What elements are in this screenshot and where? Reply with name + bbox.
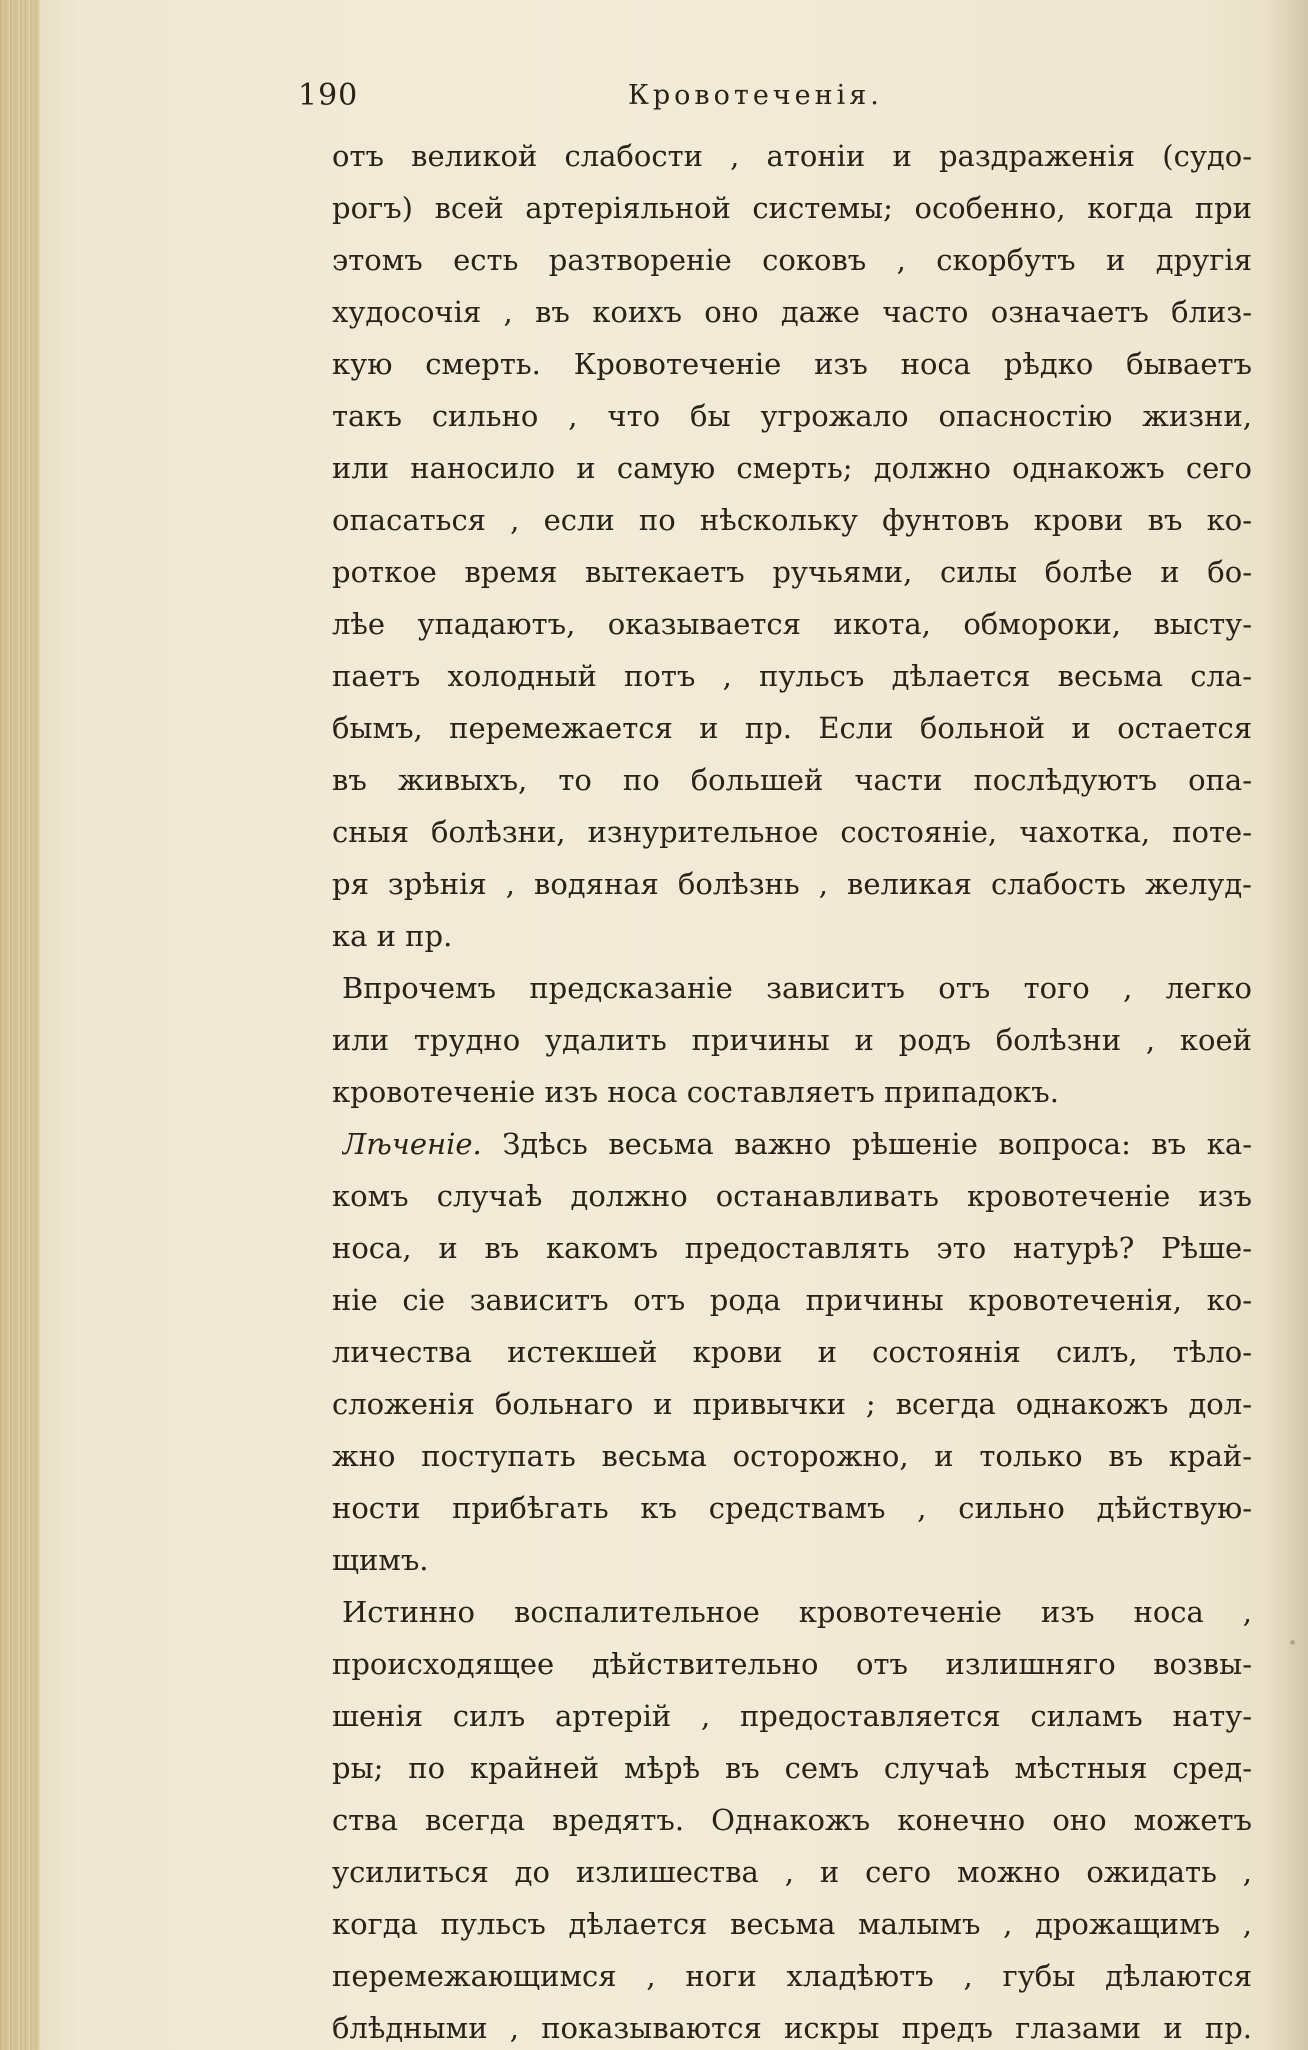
text-line-content: комъ случаѣ должно останавливать кровотеченіе изъ (332, 1179, 1252, 1213)
text-line-content: кую смерть. Кровотеченіе изъ носа рѣдко бываетъ (332, 347, 1252, 381)
ink-speck (1290, 1640, 1295, 1645)
text-line-content: худосочія , въ коихъ оно даже часто означаетъ близ- (332, 295, 1252, 329)
text-line-content: рогъ) всей артеріяльной системы; особенно, когда при (332, 191, 1252, 225)
text-line-content: носа, и въ какомъ предоставлять это натурѣ? Рѣше- (332, 1231, 1252, 1265)
text-line-content: опасаться , если по нѣскольку фунтовъ крови въ ко- (332, 503, 1252, 537)
text-line (332, 442, 1252, 494)
text-line-content: шенія силъ артерій , предоставляется силамъ нату- (332, 1699, 1252, 1733)
text-line (332, 494, 1252, 546)
text-line-content: усилиться до излишества , и сего можно ожидать , (332, 1855, 1252, 1889)
text-line-content: блѣдными , показываются искры предъ глазами и пр. (332, 2011, 1252, 2045)
text-line (332, 286, 1252, 338)
text-line (332, 1794, 1252, 1846)
text-line (332, 1222, 1252, 1274)
text-line-content: или наносило и самую смерть; должно однакожъ сего (332, 451, 1252, 485)
text-line (332, 1690, 1252, 1742)
text-line (332, 806, 1252, 858)
text-line-content: или трудно удалить причины и родъ болѣзни , коей (332, 1023, 1252, 1057)
text-line-content: кровотеченіе изъ носа составляетъ припадокъ. (332, 1075, 1059, 1109)
text-line-content: сложенія больнаго и привычки ; всегда однакожъ дол- (332, 1387, 1252, 1421)
text-line (342, 1586, 1252, 1638)
text-line (342, 1118, 1252, 1170)
page-header (298, 78, 1248, 128)
page-edge-shadow (1268, 0, 1308, 2050)
text-line-rest: Здѣсь весьма важно рѣшеніе вопроса: въ ка- (481, 1127, 1252, 1161)
text-line (332, 182, 1252, 234)
text-line (332, 1950, 1252, 2002)
text-line (332, 1014, 1252, 1066)
text-line (332, 338, 1252, 390)
text-line-content: такъ сильно , что бы угрожало опасностію жизни, (332, 399, 1252, 433)
text-line (332, 858, 1252, 910)
text-line-content: ры; по крайней мѣрѣ въ семъ случаѣ мѣстныя сред- (332, 1751, 1252, 1785)
text-line (332, 1170, 1252, 1222)
text-line (332, 130, 1252, 182)
text-line (332, 754, 1252, 806)
text-line-content: Истинно воспалительное кровотеченіе изъ носа , (342, 1595, 1252, 1629)
text-line-content: этомъ есть разтвореніе соковъ , скорбутъ и другія (332, 243, 1252, 277)
text-line-content: личества истекшей крови и состоянія силъ, тѣло- (332, 1335, 1252, 1369)
text-line-content: когда пульсъ дѣлается весьма малымъ , дрожащимъ , (332, 1907, 1252, 1941)
text-line-content: сныя болѣзни, изнурительное состояніе, чахотка, поте- (332, 815, 1252, 849)
text-line (332, 1482, 1252, 1534)
text-line (332, 1846, 1252, 1898)
text-line (332, 650, 1252, 702)
text-line-content: паетъ холодный потъ , пульсъ дѣлается весьма сла- (332, 659, 1252, 693)
text-line (332, 1898, 1252, 1950)
text-line-content: ніе сіе зависитъ отъ рода причины кровотеченія, ко- (332, 1283, 1252, 1317)
ink-speck (1225, 520, 1229, 524)
text-line (332, 546, 1252, 598)
text-line-content: ства всегда вредятъ. Однакожъ конечно оно можетъ (332, 1803, 1252, 1837)
page-body-text (332, 130, 1252, 2050)
text-line-content: ности прибѣгать къ средствамъ , сильно дѣйствую- (332, 1491, 1252, 1525)
text-line (332, 702, 1252, 754)
running-title: Кровотеченія. (628, 80, 883, 111)
text-line (332, 1638, 1252, 1690)
text-line (332, 1378, 1252, 1430)
text-line (332, 234, 1252, 286)
text-line (332, 598, 1252, 650)
text-line-content: роткое время вытекаетъ ручьями, силы болѣе и бо- (332, 555, 1252, 589)
text-line-content: ка и пр. (332, 919, 453, 953)
text-line-content: перемежающимся , ноги хладѣютъ , губы дѣлаются (332, 1959, 1252, 1993)
text-line (332, 390, 1252, 442)
text-line (332, 1430, 1252, 1482)
text-line-content: Впрочемъ предсказаніе зависитъ отъ того , легко (342, 971, 1252, 1005)
page-number: 190 (298, 78, 359, 113)
text-line (332, 910, 1252, 962)
text-line-content: жно поступать весьма осторожно, и только въ край- (332, 1439, 1252, 1473)
page-binding-edge (0, 0, 40, 2050)
text-line-content: ря зрѣнія , водяная болѣзнь , великая слабость желуд- (332, 867, 1252, 901)
text-line (332, 1274, 1252, 1326)
text-line-content: бымъ, перемежается и пр. Если больной и остается (332, 711, 1252, 745)
text-line-content: въ живыхъ, то по большей части послѣдуютъ опа- (332, 763, 1252, 797)
text-line (332, 2002, 1252, 2050)
italic-heading: Лѣченіе. (342, 1127, 482, 1161)
text-line (342, 962, 1252, 1014)
text-line (332, 1066, 1252, 1118)
text-line (332, 1742, 1252, 1794)
text-line-content: лѣе упадаютъ, оказывается икота, обмороки, высту- (332, 607, 1252, 641)
text-line-content: происходящее дѣйствительно отъ излишняго возвы- (332, 1647, 1252, 1681)
text-line (332, 1534, 1252, 1586)
text-line-content: щимъ. (332, 1543, 429, 1577)
text-line (332, 1326, 1252, 1378)
text-line-content: отъ великой слабости , атоніи и раздраженія (судо- (332, 139, 1252, 173)
